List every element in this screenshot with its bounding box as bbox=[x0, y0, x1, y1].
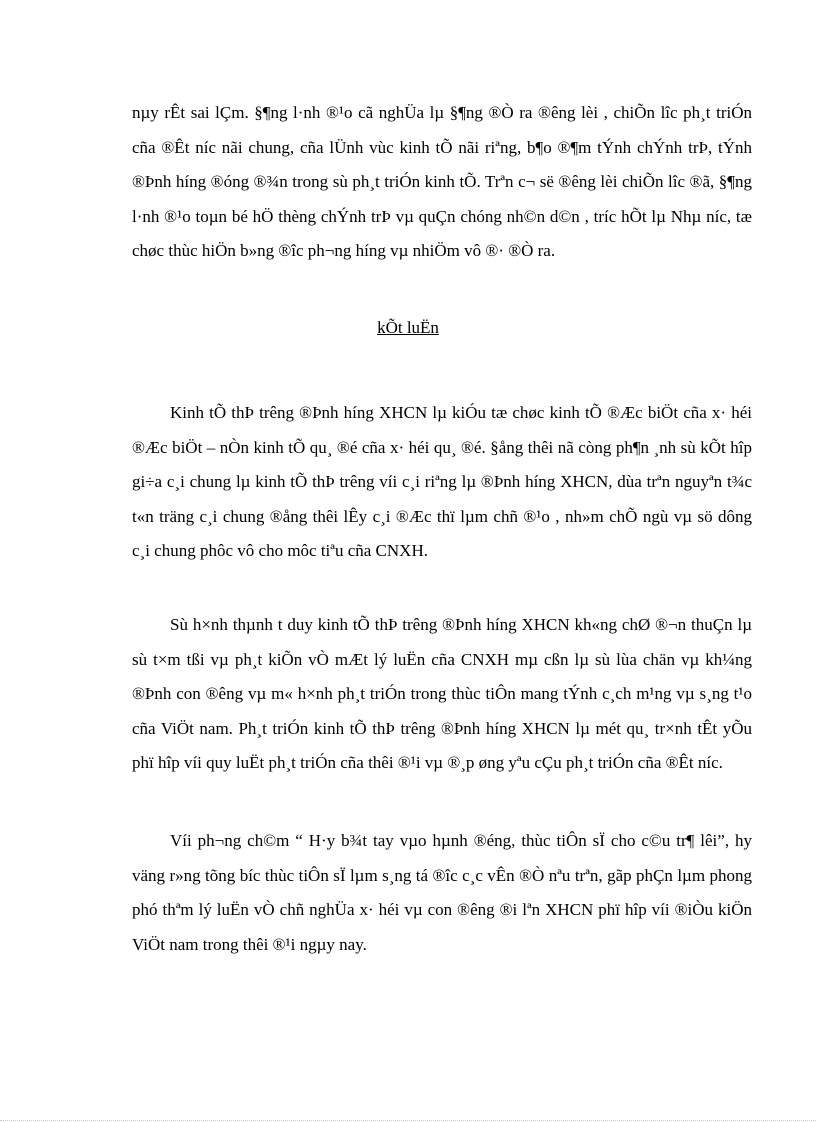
intro-paragraph: nµy rÊt sai lÇm. §¶ng l·nh ®¹o cã nghÜa lµ §¶ng ®Ò ra ®êng lèi , chiÕn lîc ph¸t triÓn cña ®Êt níc nãi chung, cña lÜnh vùc kinh tÕ nãi riªng, b¶o ®¶m tÝnh chÝnh trÞ, tÝnh ®Þnh híng ®óng ®¾n trong sù ph¸t triÓn kinh tÕ. Trªn c¬ së ®êng lèi chiÕn lîc ®ã, §¶ng l·nh ®¹o toµn bé hÖ thèng chÝnh trÞ vµ quÇn chóng nh©n d©n , tríc hÕt lµ Nhµ níc, tæ chøc thùc hiÖn b»ng ®îc ph¬ng híng vµ nhiÖm vô ®· ®Ò ra. bbox=[132, 103, 752, 260]
section-heading: kÕt luËn bbox=[377, 318, 439, 337]
intro-paragraph-block bbox=[132, 96, 752, 269]
page-bottom-divider bbox=[0, 1120, 816, 1121]
conclusion-paragraph-3-block bbox=[132, 824, 752, 962]
conclusion-paragraph-2-block bbox=[132, 608, 752, 781]
conclusion-paragraph-1: Kinh tÕ thÞ trêng ®Þnh híng XHCN lµ kiÓu tæ chøc kinh tÕ ®Æc biÖt cña x· héi ®Æc biÖt – nÒn kinh tÕ qu¸ ®é cña x· héi qu¸ ®é. §ång thêi nã còng ph¶n ¸nh sù kÕt hîp gi÷a c¸i chung lµ kinh tÕ thÞ trêng víi c¸i riªng lµ ®Þnh híng XHCN, dùa trªn nguyªn t¾c t«n träng c¸i chung ®ång thêi lÊy c¸i ®Æc thï lµm chñ ®¹o , nh»m chÕ ngù vµ sö dông c¸i chung phôc vô cho môc tiªu cña CNXH. bbox=[132, 403, 752, 560]
conclusion-paragraph-1-block bbox=[132, 396, 752, 569]
conclusion-paragraph-2: Sù h×nh thµnh t duy kinh tÕ thÞ trêng ®Þnh híng XHCN kh«ng chØ ®¬n thuÇn lµ sù t×m tßi vµ ph¸t kiÕn vÒ mÆt lý luËn cña CNXH mµ cßn lµ sù lùa chän vµ kh¼ng ®Þnh con ®êng vµ m« h×nh ph¸t triÓn trong thùc tiÔn mang tÝnh c¸ch m¹ng vµ s¸ng t¹o cña ViÖt nam. Ph¸t triÓn kinh tÕ thÞ trêng ®Þnh híng XHCN lµ mét qu¸ tr×nh tÊt yÕu phï hîp víi quy luËt ph¸t triÓn cña thêi ®¹i vµ ®¸p øng yªu cÇu ph¸t triÓn cña ®Êt níc. bbox=[132, 615, 752, 772]
conclusion-paragraph-3: Víi ph¬ng ch©m “ H·y b¾t tay vµo hµnh ®éng, thùc tiÔn sÏ cho c©u tr¶ lêi”, hy väng r»ng tõng bíc thùc tiÔn sÏ lµm s¸ng tá ®îc c¸c vÊn ®Ò nªu trªn, gãp phÇn lµm phong phó thªm lý luËn vÒ chñ nghÜa x· héi vµ con ®êng ®i lªn XHCN phï hîp víi ®iÒu kiÖn ViÖt nam trong thêi ®¹i ngµy nay. bbox=[132, 831, 752, 954]
